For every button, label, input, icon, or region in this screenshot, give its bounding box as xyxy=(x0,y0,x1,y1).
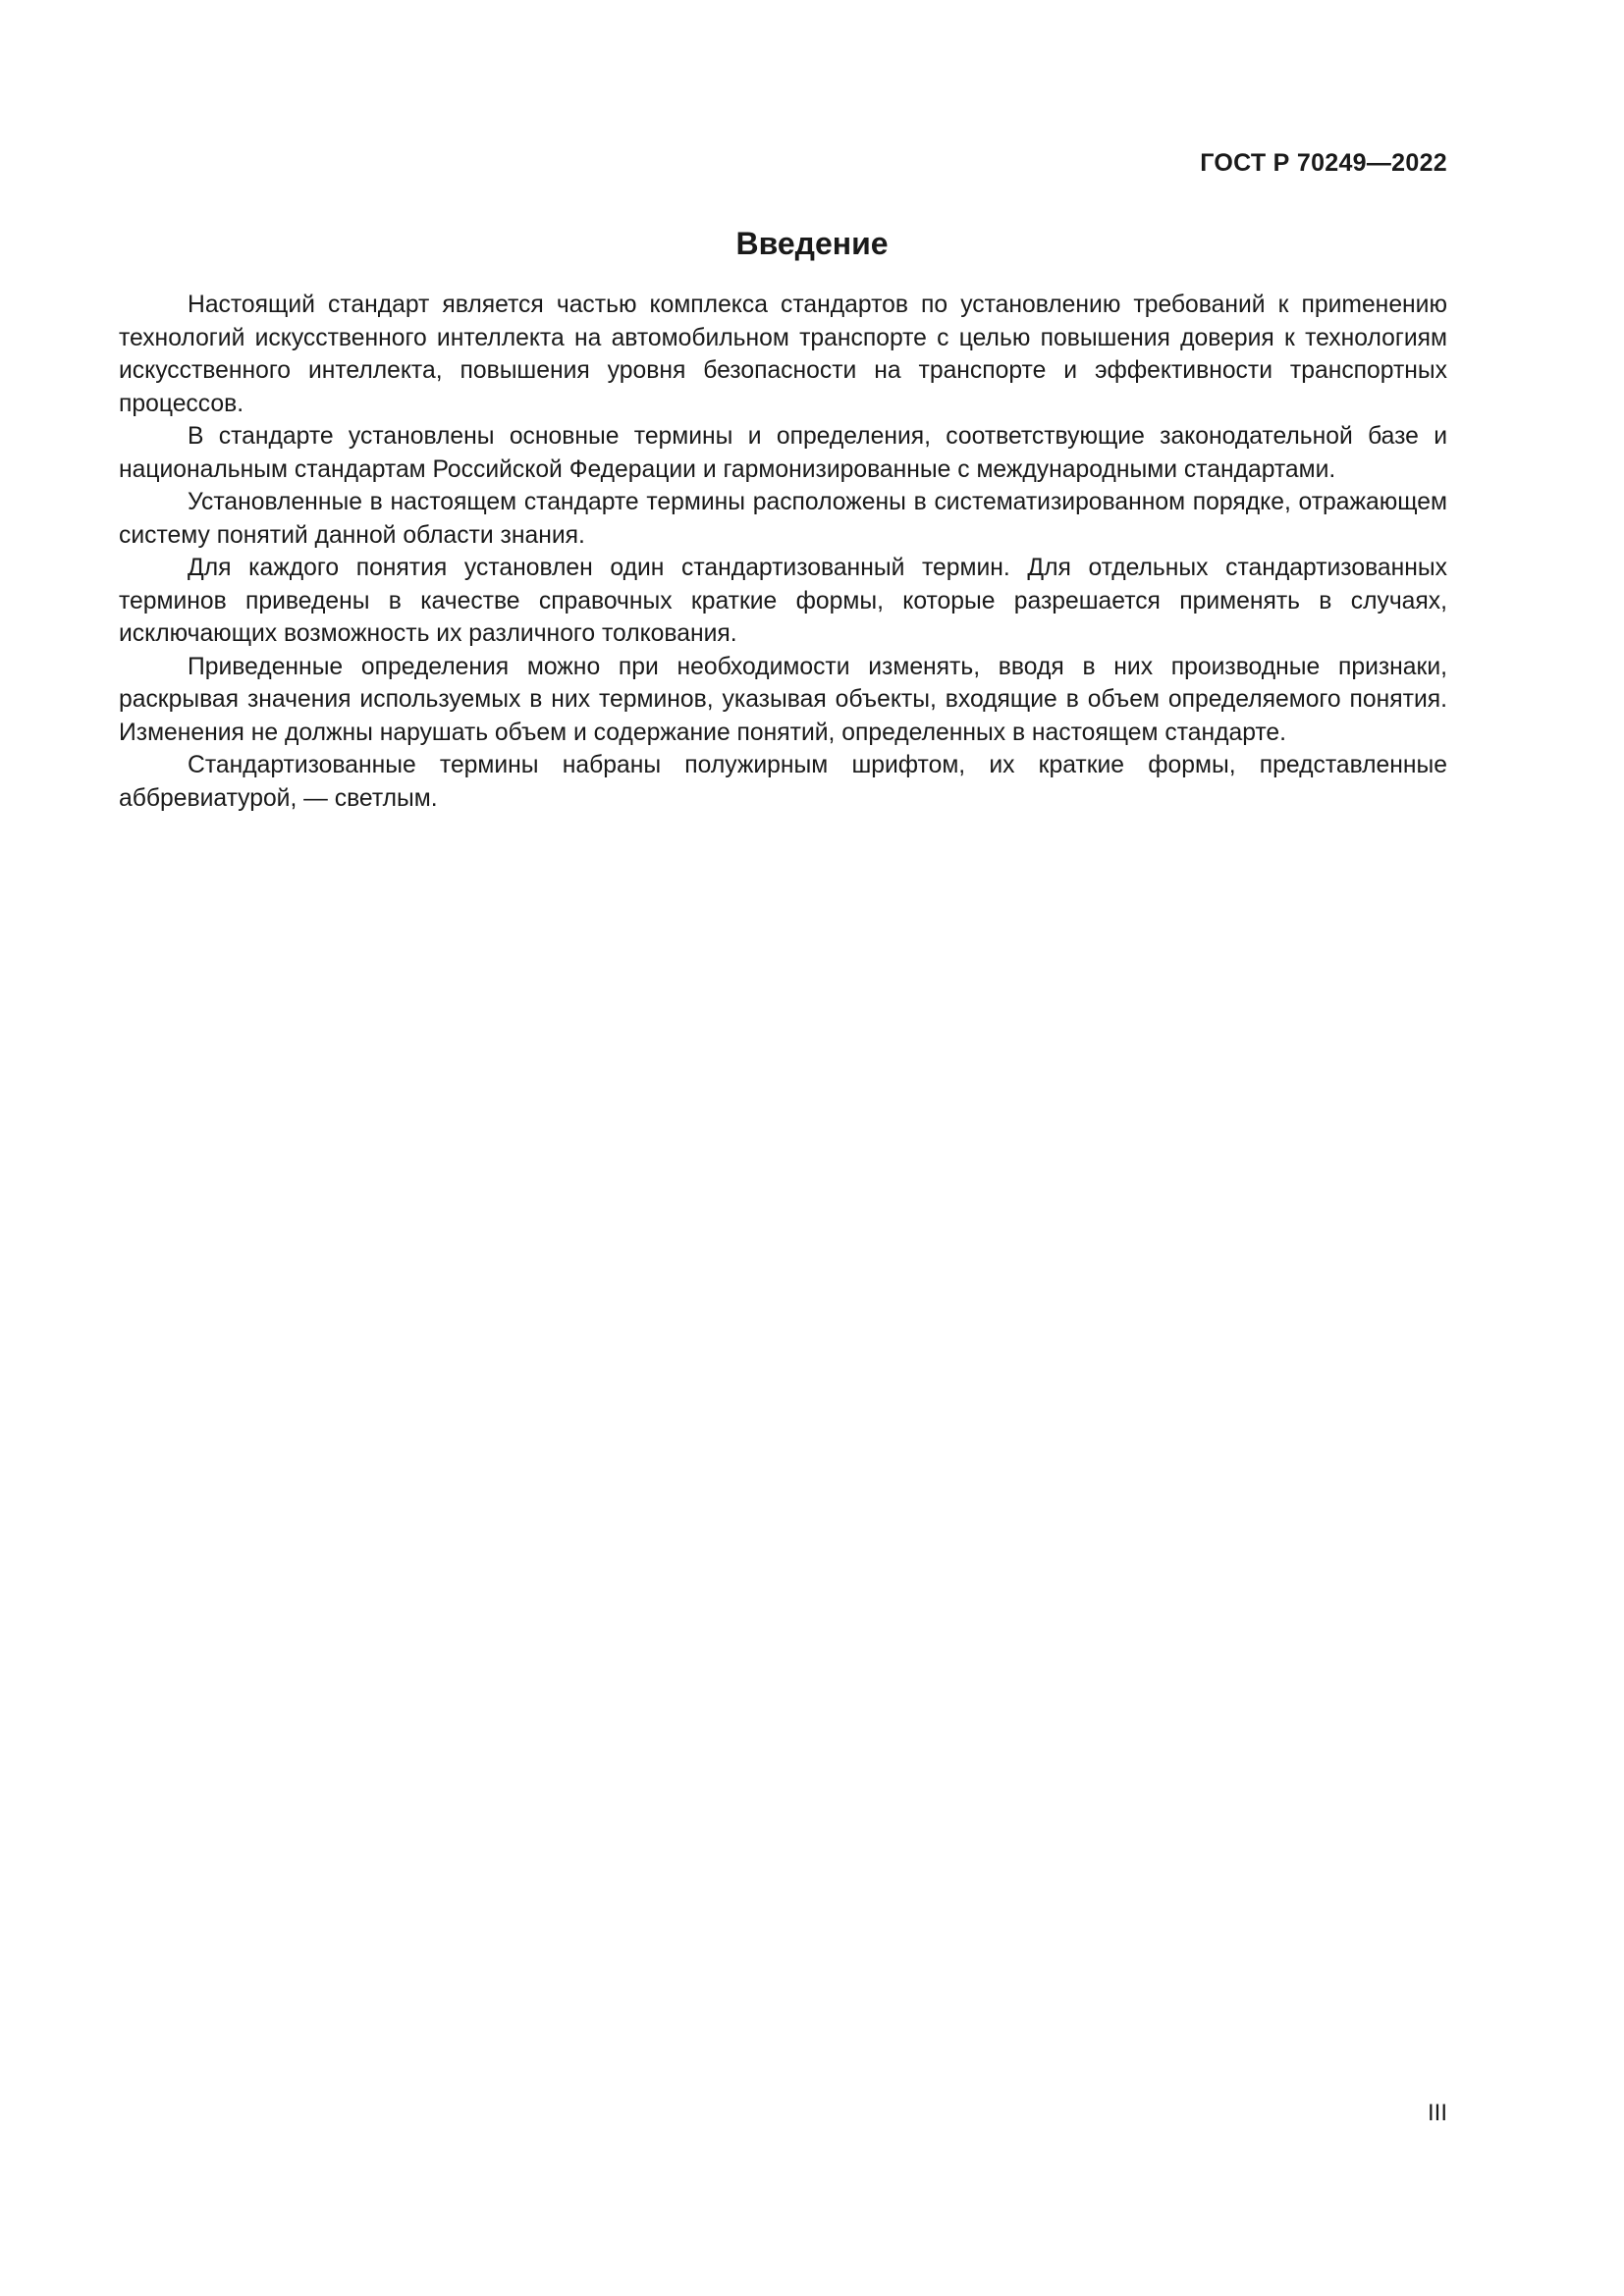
page-title: Введение xyxy=(735,226,889,261)
paragraph-short-forms: Для каждого понятия установлен один стандартизованный термин. Для отдельных стандартизованных терминов приведены в качестве справочных краткие формы, которые разрешается применять в случаях, исключающих возможность их различного толкования. xyxy=(119,555,1447,647)
paragraph-purpose: Настоящий стандарт является частью комплекса стандартов по установлению требований к приmенению технологий искусственного интеллекта на автомобильном транспорте с целью повышения доверия к технологиям искусственного интеллекта, повышения уровня безопасности на транспорте и эффективности транспортных процессов. xyxy=(119,292,1447,417)
paragraph-typography: Стандартизованные термины набраны полужирным шрифтом, их краткие формы, представленные аббревиатурой, — светлым. xyxy=(119,752,1447,812)
page-number: III xyxy=(1427,2100,1447,2126)
paragraph-terms-order: Установленные в настоящем стандарте термины расположены в систематизированном порядке, отражающем систему понятий данной области знания. xyxy=(119,489,1447,549)
introduction-body xyxy=(119,289,1447,815)
paragraph-definitions-change: Приведенные определения можно при необходимости изменять, вводя в них производные признаки, раскрывая значения используемых в них терминов, указывая объекты, входящие в объем определяемого понятия. Изменения не должны нарушать объем и содержание понятий, определенных в настоящем стандарте. xyxy=(119,653,1447,746)
paragraph-terms-established: В стандарте установлены основные термины и определения, соответствующие законодательной базе и национальным стандартам Российской Федерации и гармонизированные с международными стандартами. xyxy=(119,423,1447,483)
document-id-header: ГОСТ Р 70249—2022 xyxy=(1200,149,1447,177)
